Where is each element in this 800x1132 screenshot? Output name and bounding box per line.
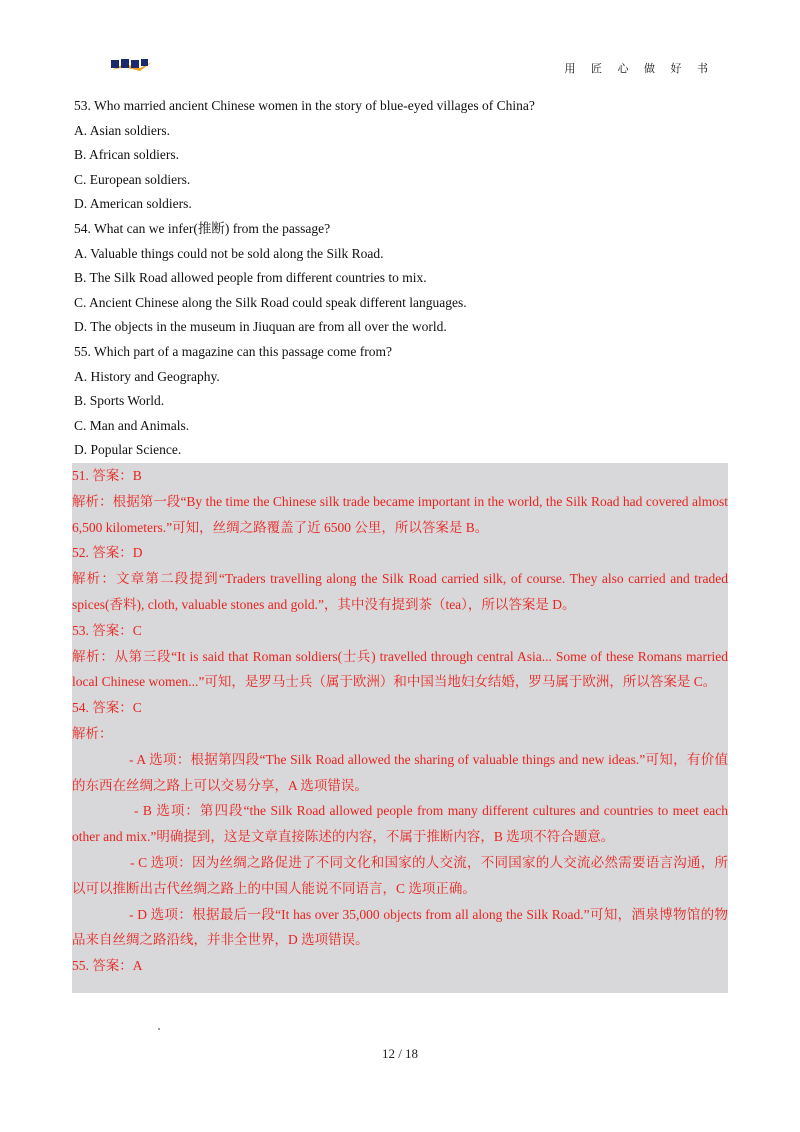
questions-section: [74, 94, 734, 463]
answer-53: 53. 答案：C: [72, 622, 142, 638]
option-53-b: B. African soldiers.: [74, 147, 179, 163]
question-53: 53. Who married ancient Chinese women in the story of blue-eyed villages of China?: [74, 98, 535, 113]
answer-51: 51. 答案：B: [72, 468, 142, 483]
answer-54-option-c: - C 选项：因为丝绸之路促进了不同文化和国家的人交流，不同国家的人交流必然需要语言沟通，所以可以推断出古代丝绸之路上的中国人能说不同语言，C 选项正确。: [72, 854, 728, 896]
answer-54-option-d: - D 选项：根据最后一段“It has over 35,000 objects from all along the Silk Road.”可知，酒泉博物馆的物品来自丝绸之路沿线，并非全世界，D 选项错误。: [72, 906, 728, 948]
option-53-d: D. American soldiers.: [74, 196, 192, 212]
answer-55: 55. 答案：A: [72, 958, 143, 974]
answer-54: 54. 答案：C: [72, 700, 142, 716]
option-54-c: C. Ancient Chinese along the Silk Road could speak different languages.: [74, 294, 467, 310]
stray-dot: [158, 1028, 160, 1030]
answer-52: 52. 答案：D: [72, 545, 143, 561]
option-55-a: A. History and Geography.: [74, 368, 220, 384]
answer-52-explanation: 解析：文章第二段提到“Traders travelling along the Silk Road carried silk, of course. They also carried and traded spices(香料), cloth, valuable stones and gold.”，其中没有提到茶（tea），所以答案是 D。: [72, 571, 728, 612]
option-54-b: B. The Silk Road allowed people from different countries to mix.: [74, 270, 427, 286]
answer-51-explanation: 解析：根据第一段“By the time the Chinese silk trade became important in the world, the Silk Road had covered almost 6,500 kilometers.”可知，丝绸之路覆盖了近 6500 公里，所以答案是 B。: [72, 493, 728, 535]
answer-53-explanation: 解析：从第三段“It is said that Roman soldiers(士兵) travelled through central Asia... Some of these Romans married local Chinese women...”可知，是罗马士兵（属于欧洲）和中国当地妇女结婚，罗马属于欧洲，所以答案是 C。: [72, 648, 728, 690]
page-number: 12 / 18: [381, 1046, 419, 1061]
answer-54-option-a: - A 选项：根据第四段“The Silk Road allowed the sharing of valuable things and new ideas.”可知，有价值的东西在丝绸之路上可以交易分享，A 选项错误。: [72, 751, 728, 793]
option-54-a: A. Valuable things could not be sold along the Silk Road.: [74, 245, 384, 261]
question-54: 54. What can we infer(推断) from the passage?: [74, 220, 331, 236]
answer-54-option-b: - B 选项：第四段“the Silk Road allowed people from many different cultures and countries to meet each other and mix.”明确提到，这是文章直接陈述的内容，不属于推断内容，B 选项不符合题意。: [72, 803, 728, 845]
option-53-a: A. Asian soldiers.: [74, 122, 170, 138]
publisher-logo-icon: [110, 58, 154, 74]
header-slogan: 用 匠 心 做 好 书: [564, 62, 714, 75]
option-54-d: D. The objects in the museum in Jiuquan are from all over the world.: [74, 319, 447, 335]
answer-key-section: [72, 463, 728, 993]
option-55-c: C. Man and Animals.: [74, 417, 190, 433]
answer-54-explanation-label: 解析：: [72, 725, 113, 741]
page-header: [0, 0, 800, 90]
option-55-b: B. Sports World.: [74, 393, 165, 409]
option-55-d: D. Popular Science.: [74, 442, 182, 458]
question-55: 55. Which part of a magazine can this passage come from?: [74, 343, 393, 359]
option-53-c: C. European soldiers.: [74, 171, 191, 187]
